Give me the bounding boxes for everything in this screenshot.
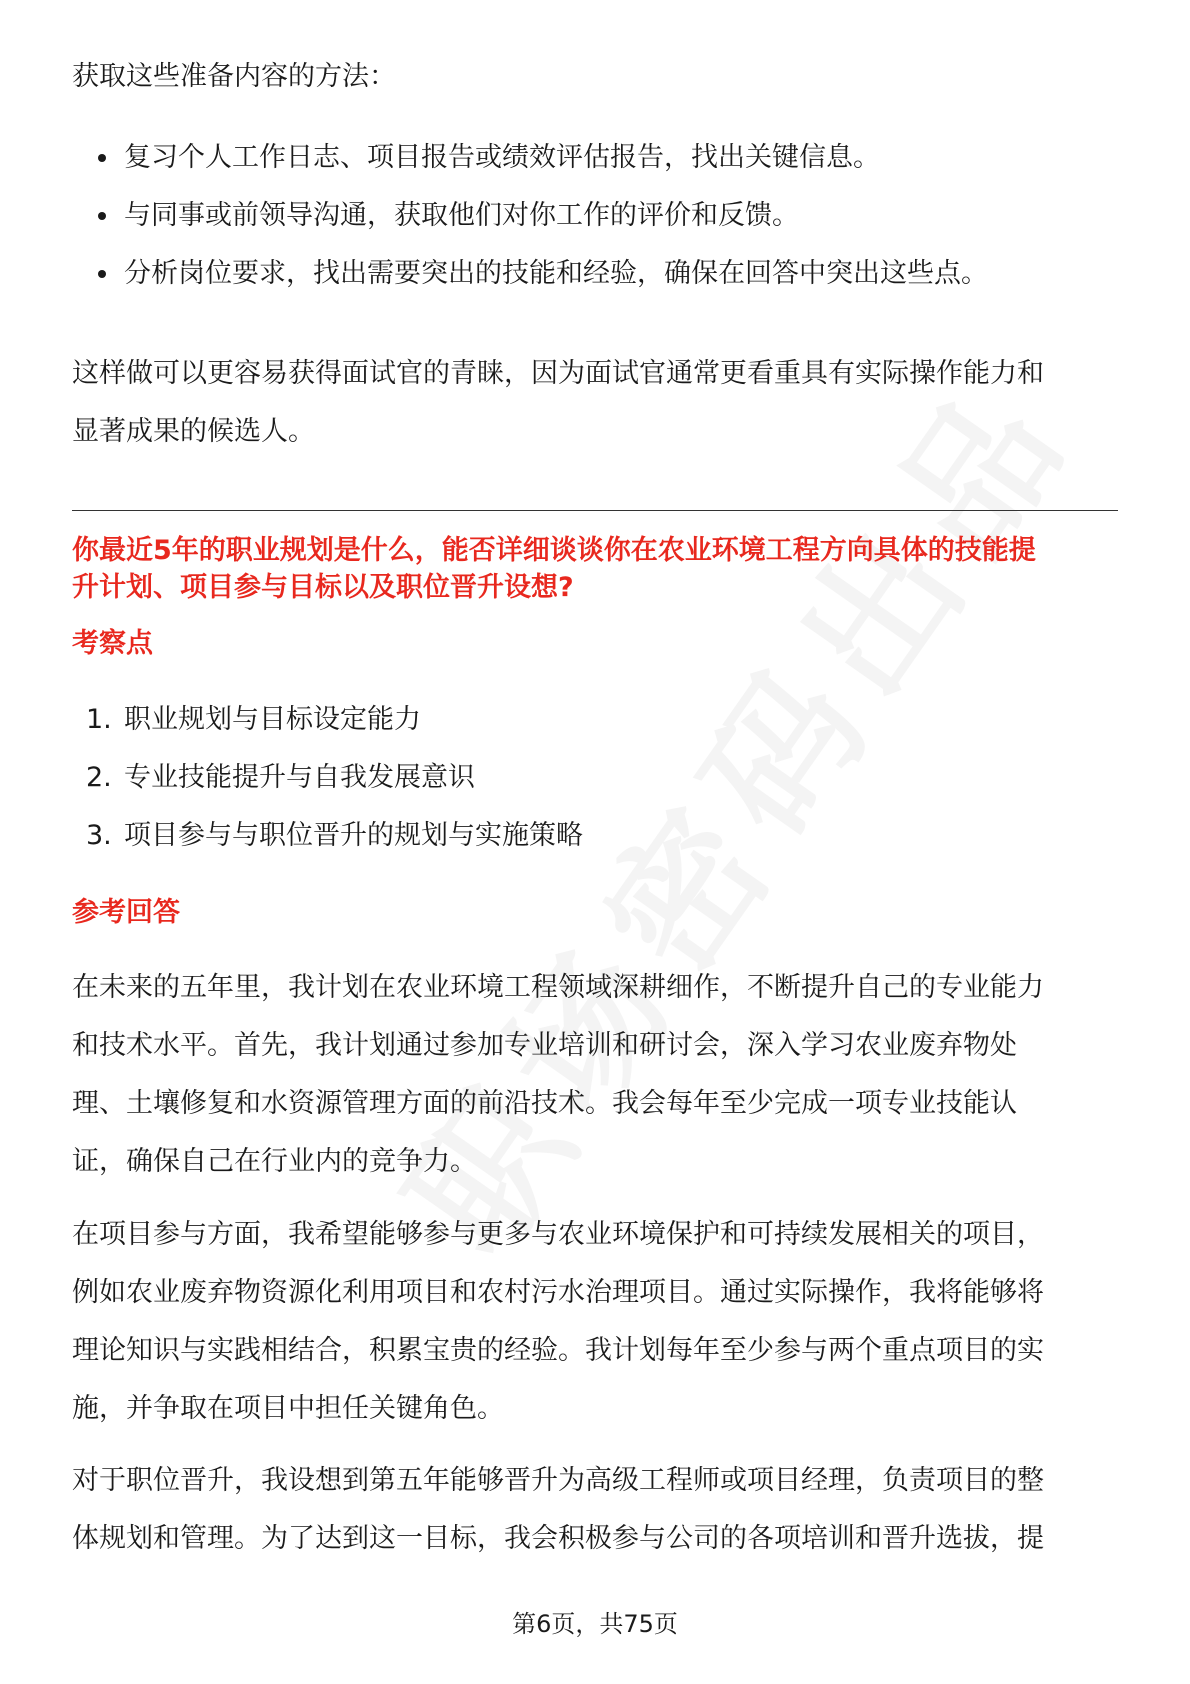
question-line: 你最近5年的职业规划是什么，能否详细谈谈你在农业环境工程方向具体的技能提 — [72, 535, 1036, 566]
bullet-dot-icon — [98, 270, 106, 278]
bullet-text: 与同事或前领导沟通，获取他们对你工作的评价和反馈。 — [124, 200, 799, 231]
answer-paragraph-1 — [72, 959, 1132, 1191]
list-item — [72, 807, 1118, 865]
bullet-text: 复习个人工作日志、项目报告或绩效评估报告，找出关键信息。 — [124, 142, 880, 173]
bullet-dot-icon — [98, 154, 106, 162]
assessment-heading: 考察点 — [72, 628, 153, 659]
list-text: 职业规划与目标设定能力 — [124, 704, 421, 735]
bullet-text: 分析岗位要求，找出需要突出的技能和经验，确保在回答中突出这些点。 — [124, 258, 988, 289]
conclusion-line: 显著成果的候选人。 — [72, 416, 315, 447]
list-item — [72, 691, 1118, 749]
question-line: 升计划、项目参与目标以及职位晋升设想? — [72, 572, 574, 603]
answer-line: 例如农业废弃物资源化利用项目和农村污水治理项目。通过实际操作，我将能够将 — [72, 1277, 1044, 1308]
answer-line: 对于职位晋升，我设想到第五年能够晋升为高级工程师或项目经理，负责项目的整 — [72, 1465, 1044, 1496]
intro-conclusion — [72, 345, 1132, 461]
interview-question — [72, 532, 1132, 606]
intro-bullet-list — [72, 129, 1118, 303]
conclusion-line: 这样做可以更容易获得面试官的青睐，因为面试官通常更看重具有实际操作能力和 — [72, 358, 1044, 389]
answer-line: 和技术水平。首先，我计划通过参加专业培训和研讨会，深入学习农业废弃物处 — [72, 1030, 1017, 1061]
page-number: 第6页，共75页 — [512, 1610, 678, 1638]
answer-line: 理论知识与实践相结合，积累宝贵的经验。我计划每年至少参与两个重点项目的实 — [72, 1335, 1044, 1366]
list-text: 专业技能提升与自我发展意识 — [124, 762, 475, 793]
list-number: 3. — [86, 820, 112, 851]
list-text: 项目参与与职位晋升的规划与实施策略 — [124, 820, 583, 851]
answer-line: 施，并争取在项目中担任关键角色。 — [72, 1393, 504, 1424]
answer-paragraph-3 — [72, 1452, 1132, 1568]
answer-line: 理、土壤修复和水资源管理方面的前沿技术。我会每年至少完成一项专业技能认 — [72, 1088, 1017, 1119]
assessment-list — [72, 691, 1118, 865]
list-item — [72, 187, 1118, 245]
intro-heading: 获取这些准备内容的方法： — [72, 61, 396, 92]
answer-paragraph-2 — [72, 1206, 1132, 1438]
section-divider — [72, 510, 1118, 511]
answer-line: 体规划和管理。为了达到这一目标，我会积极参与公司的各项培训和晋升选拔，提 — [72, 1523, 1044, 1554]
list-number: 2. — [86, 762, 112, 793]
list-number: 1. — [86, 704, 112, 735]
list-item — [72, 749, 1118, 807]
bullet-dot-icon — [98, 212, 106, 220]
list-item — [72, 245, 1118, 303]
list-item — [72, 129, 1118, 187]
answer-line: 在未来的五年里，我计划在农业环境工程领域深耕细作，不断提升自己的专业能力 — [72, 972, 1044, 1003]
answer-heading: 参考回答 — [72, 897, 180, 928]
answer-line: 证，确保自己在行业内的竞争力。 — [72, 1146, 477, 1177]
answer-line: 在项目参与方面，我希望能够参与更多与农业环境保护和可持续发展相关的项目， — [72, 1219, 1044, 1250]
